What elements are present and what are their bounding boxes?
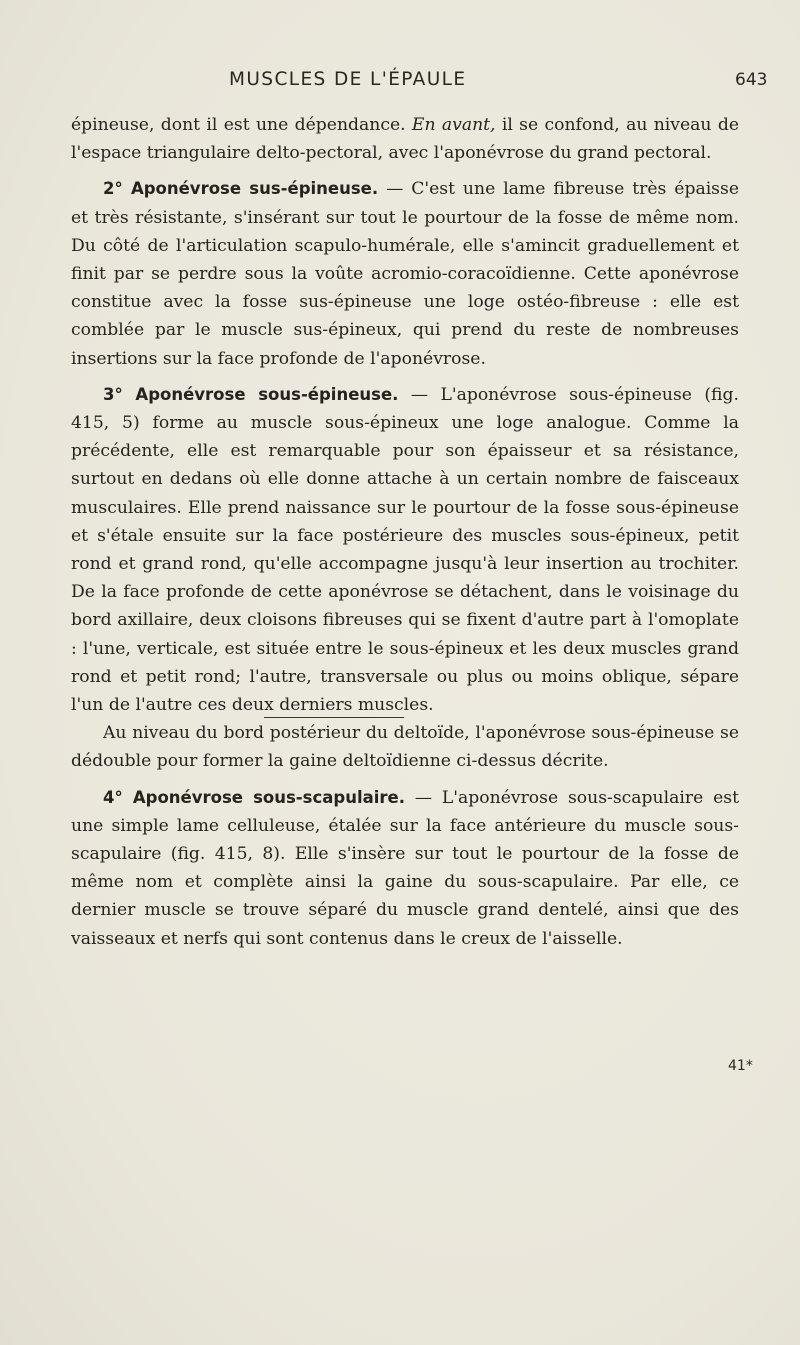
heading-sous-scapulaire: 4° Aponévrose sous-scapulaire. bbox=[103, 787, 405, 807]
page-header bbox=[0, 69, 800, 99]
paragraph-1-text-a: épineuse, dont il est une dépendance. bbox=[71, 115, 412, 135]
heading-sus-epineuse: 2° Aponévrose sus-épineuse. bbox=[103, 179, 379, 199]
paragraph-2-text: — C'est une lame fibreuse très épaisse et très résistante, s'insérant sur tout le pourtour de la fosse de même nom. Du côté de l'articulation scapulo-humérale, elle s'amincit graduellement et finit par se perdre sous la voûte acromio-coracoïdienne. Cette aponévrose constitue avec la fosse sus-épineuse une loge ostéo-fibreuse : elle est comblée par le muscle sus-épineux, qui prend du reste de nombreuses insertions sur la face profonde de l'aponévrose. bbox=[71, 179, 739, 369]
paragraph-5-text: — L'aponévrose sous-scapulaire est une simple lame celluleuse, étalée sur la face antérieure du muscle sous-scapulaire (fig. 415, 8). Elle s'insère sur tout le pourtour de la fosse de même nom et complète ainsi la gaine du sous-scapulaire. Par elle, ce dernier muscle se trouve séparé du muscle grand dentelé, ainsi que des vaisseaux et nerfs qui sont contenus dans le creux de l'aisselle. bbox=[71, 787, 739, 949]
paragraph-4-text: Au niveau du bord postérieur du deltoïde, l'aponévrose sous-épineuse se dédouble pour former la gaine deltoïdienne ci-dessus décrite. bbox=[71, 723, 739, 772]
paragraph-2 bbox=[71, 175, 739, 372]
paragraph-5 bbox=[71, 784, 739, 953]
running-title: MUSCLES DE L'ÉPAULE bbox=[229, 69, 467, 90]
paragraph-1 bbox=[71, 111, 739, 167]
paragraph-4 bbox=[71, 719, 739, 775]
paragraph-1-text-b: il se confond, au niveau de l'espace triangulaire delto-pectoral, avec l'aponévrose du grand pectoral. bbox=[71, 115, 739, 164]
signature-mark: 41* bbox=[728, 1058, 753, 1074]
body-text bbox=[71, 111, 739, 953]
page-number: 643 bbox=[735, 70, 768, 90]
paragraph-3 bbox=[71, 381, 739, 719]
heading-sous-epineuse: 3° Aponévrose sous-épineuse. bbox=[103, 384, 399, 404]
paragraph-1-emphasis: En avant, bbox=[411, 115, 496, 135]
section-divider bbox=[264, 717, 404, 718]
paragraph-3-text: — L'aponévrose sous-épineuse (fig. 415, 5) forme au muscle sous-épineux une loge analogue. Comme la précédente, elle est remarquable pour son épaisseur et sa résistance, surtout en dedans où elle donne attache à un certain nombre de faisceaux musculaires. Elle prend naissance sur le pourtour de la fosse sous-épineuse et s'étale ensuite sur la face postérieure des muscles sous-épineux, petit rond et grand rond, qu'elle accompagne jusqu'à leur insertion au trochiter. De la face profonde de cette aponévrose se détachent, dans le voisinage du bord axillaire, deux cloisons fibreuses qui se fixent d'autre part à l'omoplate : l'une, verticale, est située entre le sous-épineux et les deux muscles grand rond et petit rond; l'autre, transversale ou plus ou moins oblique, sépare l'un de l'autre ces deux derniers muscles. bbox=[71, 384, 739, 716]
